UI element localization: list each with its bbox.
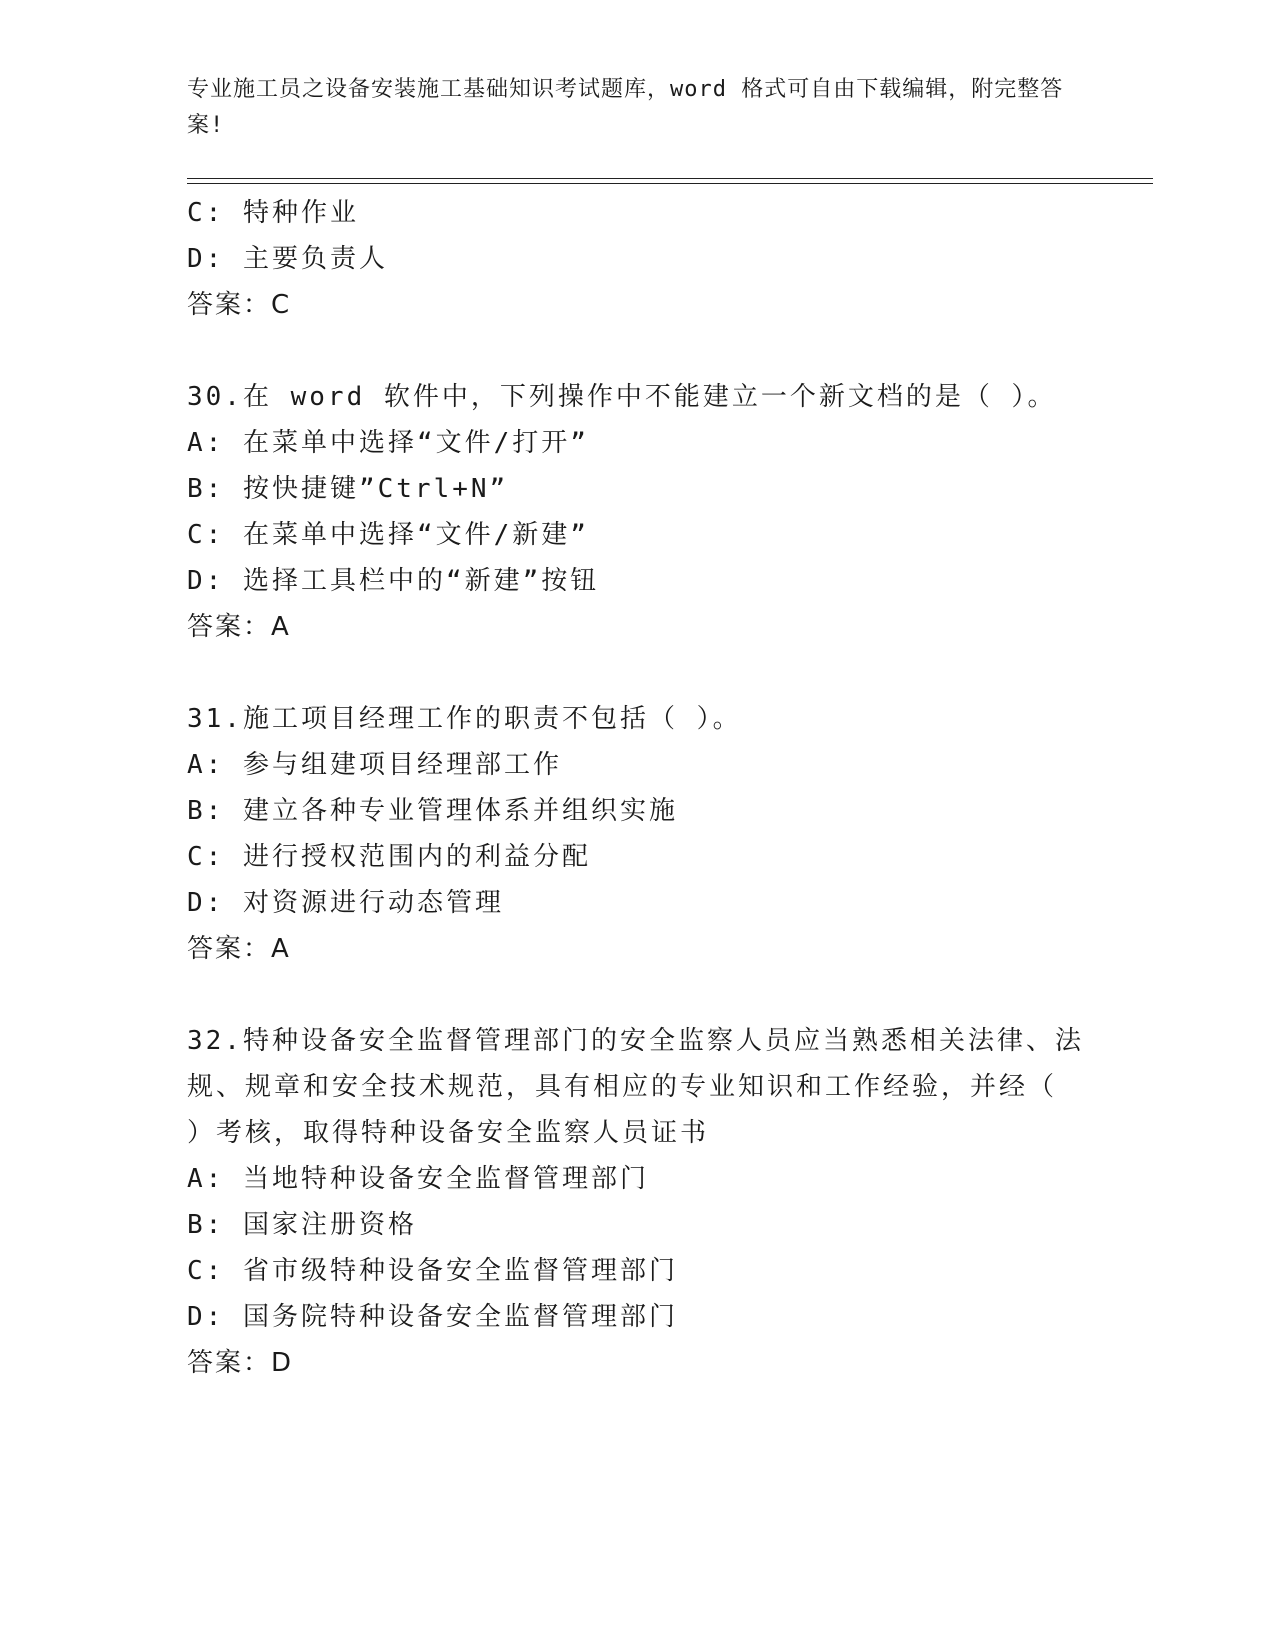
answer-line: 答案：C [187,290,292,320]
spacer [187,328,1087,374]
question-31-option-c: C: 进行授权范围内的利益分配 [187,842,591,872]
question-content [187,190,1087,1386]
question-30-option-b: B: 按快捷键”Ctrl+N” [187,474,509,504]
question-32-text-line-2: 规、规章和安全技术规范，具有相应的专业知识和工作经验，并经（ [187,1072,1058,1102]
option-d: D: 主要负责人 [187,244,388,274]
question-31-option-b: B: 建立各种专业管理体系并组织实施 [187,796,678,826]
question-31-option-d: D: 对资源进行动态管理 [187,888,504,918]
header-rule-top [187,178,1153,179]
question-30-option-d: D: 选择工具栏中的“新建”按钮 [187,566,600,596]
document-header: 专业施工员之设备安装施工基础知识考试题库，word 格式可自由下载编辑，附完整答案! [187,77,1064,138]
spacer [187,650,1087,696]
question-32-text-line-1: 32.特种设备安全监督管理部门的安全监察人员应当熟悉相关法律、法 [187,1026,1084,1056]
question-32-answer: 答案：D [187,1348,294,1378]
question-32-option-a: A: 当地特种设备安全监督管理部门 [187,1164,649,1194]
question-30-option-c: C: 在菜单中选择“文件/新建” [187,520,589,550]
question-32-option-b: B: 国家注册资格 [187,1210,417,1240]
question-31-text: 31.施工项目经理工作的职责不包括（ ）。 [187,704,742,734]
question-32-option-c: C: 省市级特种设备安全监督管理部门 [187,1256,678,1286]
question-31-option-a: A: 参与组建项目经理部工作 [187,750,562,780]
spacer [187,972,1087,1018]
option-c: C: 特种作业 [187,198,359,228]
question-32-option-d: D: 国务院特种设备安全监督管理部门 [187,1302,678,1332]
question-31-answer: 答案：A [187,934,291,964]
question-30-answer: 答案：A [187,612,291,642]
question-30-option-a: A: 在菜单中选择“文件/打开” [187,428,589,458]
question-30-text: 30.在 word 软件中，下列操作中不能建立一个新文档的是（ ）。 [187,382,1057,412]
question-32-text-line-3: ）考核，取得特种设备安全监察人员证书 [187,1118,710,1148]
header-rule-bottom [187,183,1153,184]
